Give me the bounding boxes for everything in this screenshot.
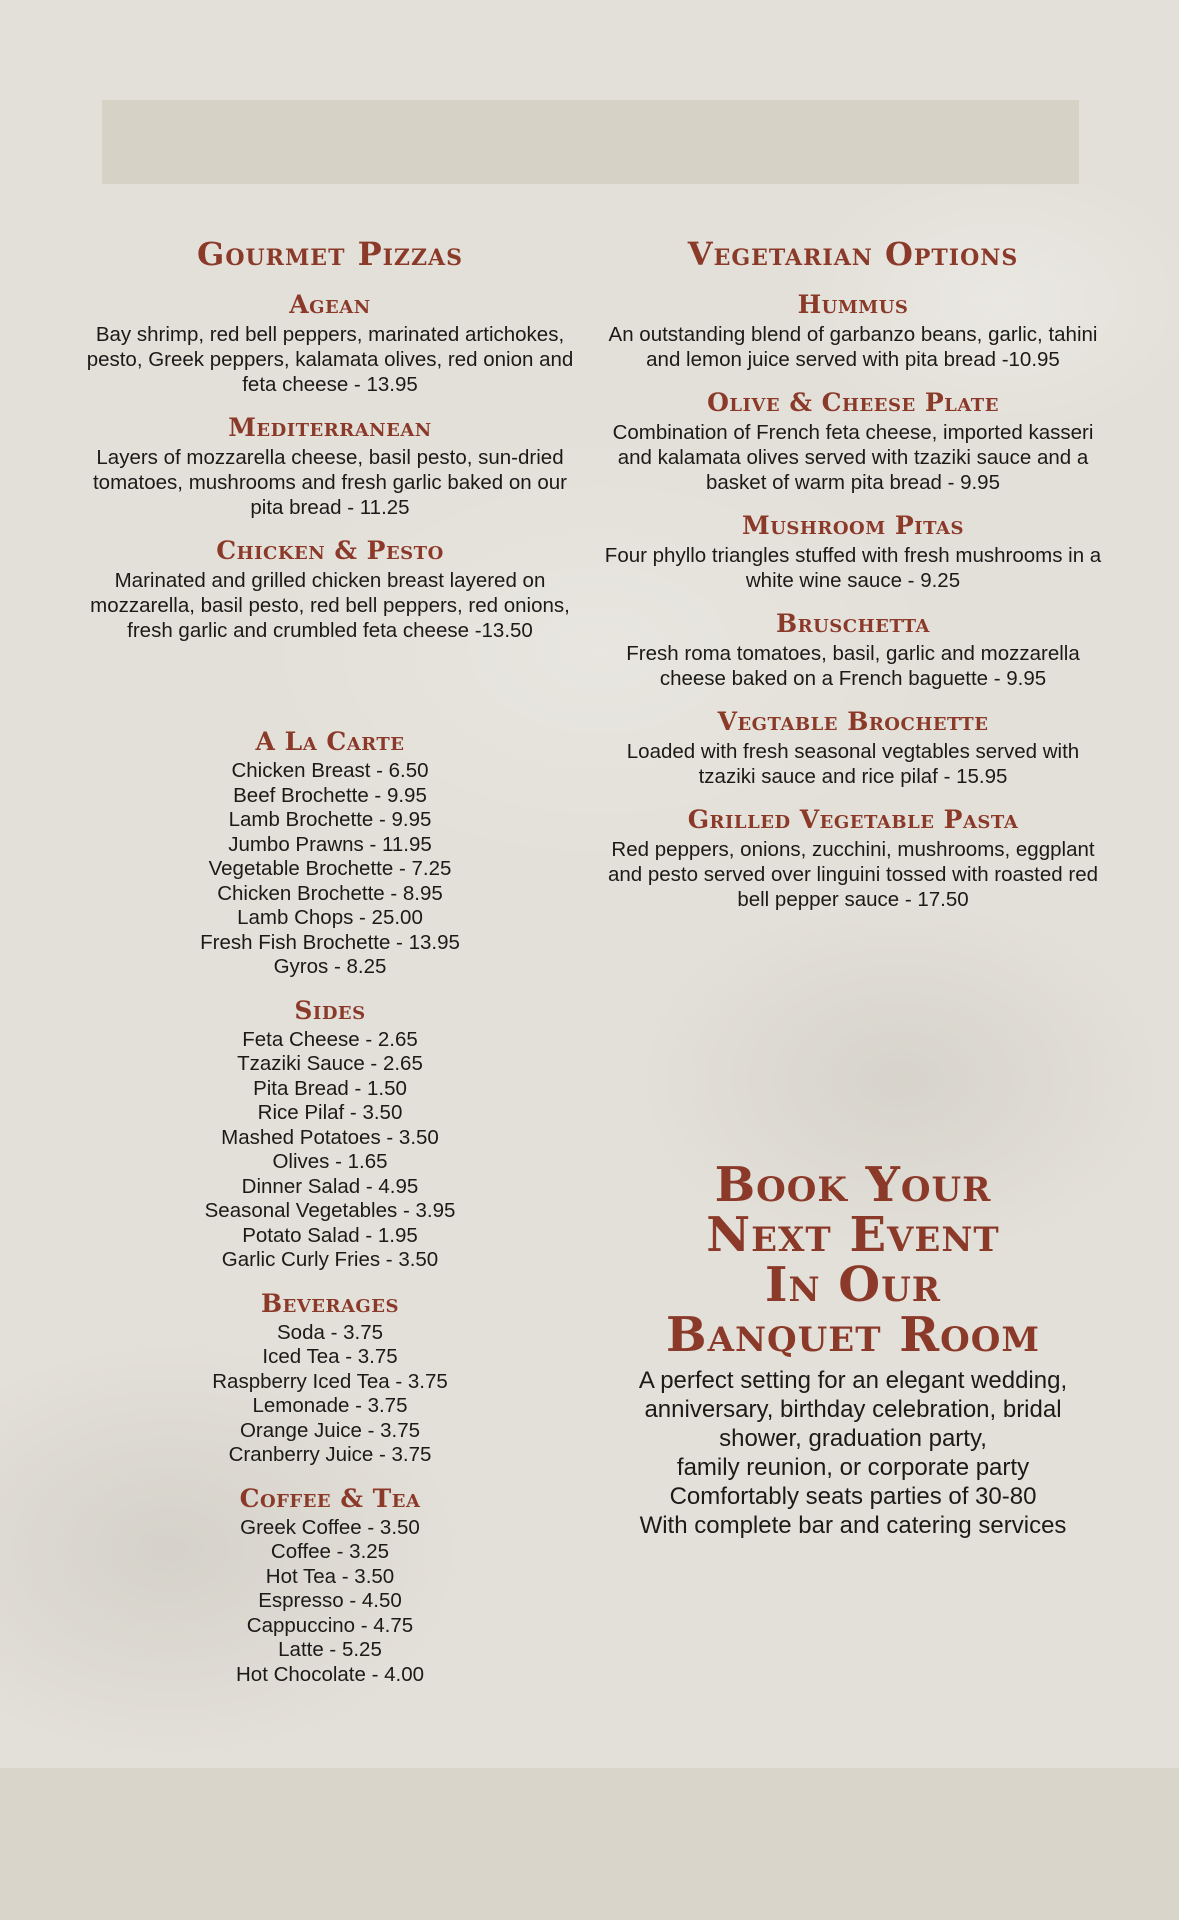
list-item: Hot Tea - 3.50 xyxy=(265,1564,395,1588)
list-item: Tzaziki Sauce - 2.65 xyxy=(237,1052,423,1075)
list-item: Rice Pilaf - 3.50 xyxy=(257,1101,403,1124)
list-item: Beef Brochette - 9.95 xyxy=(233,783,427,807)
banquet-line: family reunion, or corporate party xyxy=(676,1454,1030,1481)
list-item: Seasonal Vegetables - 3.95 xyxy=(204,1199,456,1222)
list-item: Mashed Potatoes - 3.50 xyxy=(221,1125,439,1149)
right-column xyxy=(583,230,1123,926)
a-la-carte-list xyxy=(60,759,600,980)
banquet-title-line: Book Your xyxy=(714,1157,992,1213)
list-item: Greek Coffee - 3.50 xyxy=(240,1515,420,1539)
menu-item-description: Bay shrimp, red bell peppers, marinated artichokes, pesto, Greek peppers, kalamata olives, red onion and feta cheese - 13.95 xyxy=(86,323,574,396)
beverages-list xyxy=(60,1321,600,1468)
menu-item-name: Grilled Vegetable Pasta xyxy=(687,805,1019,834)
list-item: Dinner Salad - 4.95 xyxy=(241,1174,419,1198)
list-item: Iced Tea - 3.75 xyxy=(262,1345,398,1368)
list-item: Jumbo Prawns - 11.95 xyxy=(228,832,432,856)
menu-item-name: Hummus xyxy=(797,290,909,319)
banquet-line: Comfortably seats parties of 30-80 xyxy=(669,1483,1037,1510)
pizzas-section xyxy=(60,230,600,643)
menu-item-description: Marinated and grilled chicken breast layered on mozzarella, basil pesto, red bell peppers, red onions, fresh garlic and crumbled feta cheese -13.50 xyxy=(90,569,570,642)
banquet-line: shower, graduation party, xyxy=(719,1425,987,1452)
list-item: Latte - 5.25 xyxy=(278,1638,382,1661)
footer-band xyxy=(0,1768,1179,1920)
left-column xyxy=(60,230,600,1701)
menu-item-name: Vegtable Brochette xyxy=(717,707,989,736)
list-item: Soda - 3.75 xyxy=(277,1320,383,1344)
menu-item-description: Four phyllo triangles stuffed with fresh mushrooms in a white wine sauce - 9.25 xyxy=(604,544,1102,592)
menu-item-name: Bruschetta xyxy=(776,609,930,638)
section-title-coffee-tea: Coffee & Tea xyxy=(239,1483,421,1513)
section-title-vegetarian: Vegetarian Options xyxy=(687,235,1019,273)
list-item: Garlic Curly Fries - 3.50 xyxy=(221,1248,439,1271)
list-item: Espresso - 4.50 xyxy=(258,1589,402,1612)
section-title-sides: Sides xyxy=(294,995,366,1025)
section-title-a-la-carte: A La Carte xyxy=(255,727,405,756)
menu-item-description: Red peppers, onions, zucchini, mushrooms, eggplant and pesto served over linguini tossed with roasted red bell pepper sauce - 17.50 xyxy=(607,838,1098,911)
menu-item-name: Chicken & Pesto xyxy=(216,536,444,565)
menu-item-description: Combination of French feta cheese, imported kasseri and kalamata olives served with tzaziki sauce and a basket of warm pita bread - 9.95 xyxy=(612,421,1094,494)
menu-item-name: Olive & Cheese Plate xyxy=(707,388,999,417)
banquet-title-line: Banquet Room xyxy=(666,1307,1040,1363)
a-la-carte-section xyxy=(60,725,600,980)
menu-item-name: Mushroom Pitas xyxy=(742,511,964,540)
section-title-beverages: Beverages xyxy=(260,1288,400,1318)
list-item: Potato Salad - 1.95 xyxy=(242,1223,418,1247)
list-item: Orange Juice - 3.75 xyxy=(239,1418,421,1442)
menu-item-name: Agean xyxy=(289,290,371,319)
coffee-tea-list xyxy=(60,1516,600,1688)
list-item: Feta Cheese - 2.65 xyxy=(242,1027,418,1051)
list-item: Pita Bread - 1.50 xyxy=(253,1076,407,1100)
banquet-line: anniversary, birthday celebration, bridal xyxy=(644,1396,1062,1423)
sides-list xyxy=(60,1028,600,1273)
list-item: Lamb Chops - 25.00 xyxy=(237,906,423,929)
list-item: Chicken Breast - 6.50 xyxy=(231,759,429,782)
banquet-title xyxy=(583,1157,1123,1363)
sides-section xyxy=(60,994,600,1273)
menu-item-description: Layers of mozzarella cheese, basil pesto, sun-dried tomatoes, mushrooms and fresh garlic baked on our pita bread - 11.25 xyxy=(92,446,568,519)
beverages-section xyxy=(60,1287,600,1468)
menu-item-name: Mediterranean xyxy=(228,413,432,442)
section-title-pizzas: Gourmet Pizzas xyxy=(196,235,464,273)
list-item: Cranberry Juice - 3.75 xyxy=(228,1443,432,1466)
banquet-description xyxy=(583,1366,1123,1540)
list-item: Cappuccino - 4.75 xyxy=(246,1613,414,1637)
list-item: Lemonade - 3.75 xyxy=(252,1394,408,1417)
header-banner xyxy=(102,100,1079,184)
banquet-line: With complete bar and catering services xyxy=(639,1512,1067,1539)
vegetarian-section xyxy=(583,230,1123,912)
list-item: Fresh Fish Brochette - 13.95 xyxy=(200,930,460,954)
list-item: Gyros - 8.25 xyxy=(273,955,387,978)
list-item: Olives - 1.65 xyxy=(272,1150,388,1173)
coffee-tea-section xyxy=(60,1482,600,1688)
banquet-title-line: Next Event xyxy=(706,1207,1000,1263)
menu-item-description: Loaded with fresh seasonal vegtables served with tzaziki sauce and rice pilaf - 15.95 xyxy=(626,740,1080,788)
list-item: Chicken Brochette - 8.95 xyxy=(217,881,443,905)
list-item: Raspberry Iced Tea - 3.75 xyxy=(212,1369,448,1393)
menu-item-description: Fresh roma tomatoes, basil, garlic and mozzarella cheese baked on a French baguette - 9.95 xyxy=(626,642,1080,690)
list-item: Lamb Brochette - 9.95 xyxy=(228,808,432,831)
list-item: Vegetable Brochette - 7.25 xyxy=(208,857,452,880)
banquet-line: A perfect setting for an elegant wedding, xyxy=(638,1367,1068,1394)
menu-item-description: An outstanding blend of garbanzo beans, garlic, tahini and lemon juice served with pita bread -10.95 xyxy=(608,323,1098,371)
list-item: Hot Chocolate - 4.00 xyxy=(235,1662,425,1686)
banquet-promo xyxy=(583,1157,1123,1540)
list-item: Coffee - 3.25 xyxy=(270,1540,390,1563)
banquet-title-line: In Our xyxy=(765,1257,941,1313)
